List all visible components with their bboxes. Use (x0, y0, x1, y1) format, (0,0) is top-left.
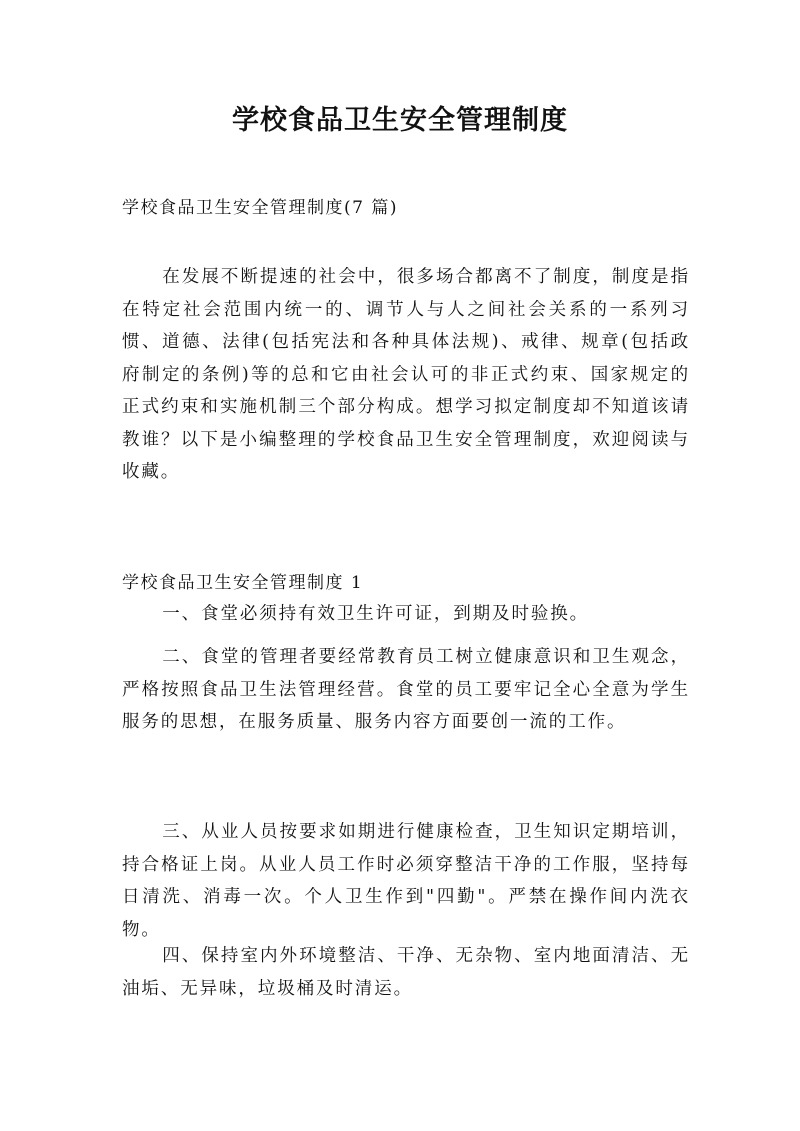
paragraph-3: 三、从业人员按要求如期进行健康检查，卫生知识定期培训，持合格证上岗。从业人员工作时必须穿整洁干净的工作服，坚持每日清洗、消毒一次。个人卫生作到"四勤"。严禁在操作间内洗衣物。 (122, 822, 690, 940)
document-subtitle: 学校食品卫生安全管理制度(7 篇) (122, 198, 398, 218)
document-title: 学校食品卫生安全管理制度 (232, 105, 568, 136)
paragraph-4: 四、保持室内外环境整洁、干净、无杂物、室内地面清洁、无油垢、无异味，垃圾桶及时清运。 (122, 946, 690, 999)
intro-paragraph: 在发展不断提速的社会中，很多场合都离不了制度，制度是指在特定社会范围内统一的、调节人与人之间社会关系的一系列习惯、道德、法律(包括宪法和各种具体法规)、戒律、规章(包括政府制定的条例)等的总和它由社会认可的非正式约束、国家规定的正式约束和实施机制三个部分构成。想学习拟定制度却不知道该请教谁？以下是小编整理的学校食品卫生安全管理制度，欢迎阅读与收藏。 (122, 267, 690, 482)
paragraph-1: 一、食堂必须持有效卫生许可证，到期及时验换。 (162, 604, 590, 624)
paragraph-2: 二、食堂的管理者要经常教育员工树立健康意识和卫生观念，严格按照食品卫生法管理经营。食堂的员工要牢记全心全意为学生服务的思想，在服务质量、服务内容方面要创一流的工作。 (122, 647, 690, 732)
section-heading: 学校食品卫生安全管理制度 1 (122, 573, 364, 593)
